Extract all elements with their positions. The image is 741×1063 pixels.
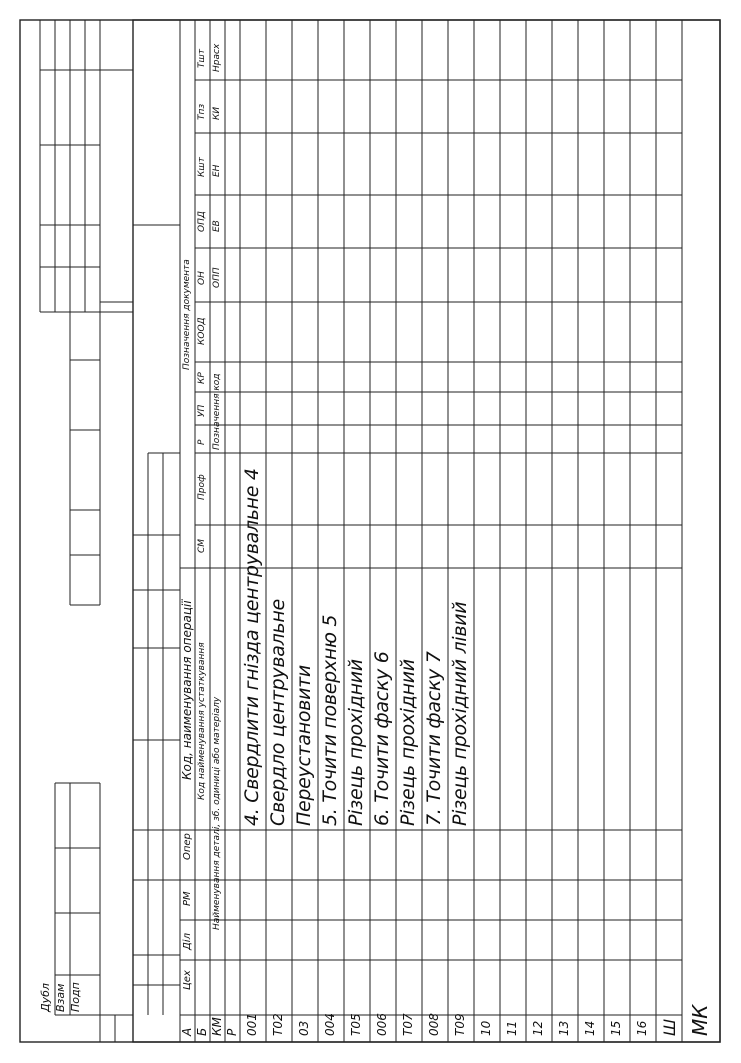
row-number: 11 <box>505 1020 519 1036</box>
entry-operation-7: 7. Точити фаску 7 <box>423 651 445 826</box>
entry-operation-4: 4. Свердлити гнізда центрувальне 4 <box>241 468 263 826</box>
header-rm: РМ <box>182 891 193 906</box>
header-r: Р <box>197 439 207 445</box>
row-number: Ш <box>660 1018 679 1036</box>
form-code-mk: МК <box>688 1004 712 1036</box>
header-up: УП <box>197 404 207 417</box>
row-number: Т02 <box>271 1013 285 1036</box>
row-number: 008 <box>427 1013 441 1036</box>
header-opp: ОПП <box>212 267 222 288</box>
header-group-doc: Позначення документа <box>182 259 192 370</box>
header-oper: Опер <box>182 833 193 860</box>
stamp-vzam: Взам <box>54 983 67 1012</box>
left-stamp-lines <box>40 20 180 1042</box>
entry-tool-centre-drill: Свердло центрувальне <box>267 599 289 826</box>
entry-tool-cutter-5: Різець прохідний <box>345 659 367 826</box>
entry-tool-cutter-6: Різець прохідний <box>397 659 419 826</box>
row-code-r: Р <box>225 1028 239 1036</box>
row-number: 10 <box>479 1020 493 1036</box>
header-tpz: Тпз <box>197 103 207 120</box>
entry-operation-5: 5. Точити поверхню 5 <box>319 614 341 826</box>
entry-tool-left-cutter: Різець прохідний лівий <box>449 601 471 826</box>
header-en: ЕН <box>212 164 222 177</box>
header-equipment: Код найменування устаткування <box>197 642 207 800</box>
header-group-code: Позначення код <box>212 373 222 450</box>
row-number: 15 <box>609 1020 623 1036</box>
row-code-km: КМ <box>210 1017 224 1036</box>
header-tseh: Цех <box>182 970 193 990</box>
header-kr: КР <box>197 372 207 384</box>
entry-reinstall: Переустановити <box>293 665 315 826</box>
header-opd: ОПД <box>197 211 207 232</box>
header-sm: СМ <box>197 538 207 553</box>
row-code-b: Б <box>195 1027 209 1036</box>
row-number: 006 <box>375 1013 389 1036</box>
row-number: 14 <box>583 1020 597 1036</box>
row-number: 03 <box>297 1020 311 1036</box>
header-ki: КИ <box>212 106 222 120</box>
header-on: ОН <box>197 271 207 285</box>
row-number: Т05 <box>349 1013 363 1036</box>
row-number: 004 <box>323 1013 337 1036</box>
title-block-lines <box>133 453 180 1015</box>
header-ev: ЕВ <box>212 220 222 232</box>
header-nrash: Нрасх <box>212 43 222 72</box>
row-number: 12 <box>531 1020 545 1036</box>
header-part-name: Найменування деталі, зб. одиниці або матеріалу <box>212 696 222 930</box>
header-tsht: Тшт <box>197 49 207 68</box>
header-kood: КООД <box>197 317 207 345</box>
header-prof: Проф <box>197 474 207 500</box>
header-operation-name: Код, наименування операції <box>180 600 194 780</box>
stamp-podp: Подп <box>69 982 82 1012</box>
row-number: Т09 <box>453 1013 467 1036</box>
header-dil: Діл <box>182 933 193 950</box>
entry-operation-6: 6. Точити фаску 6 <box>371 651 393 826</box>
row-number: 001 <box>245 1013 259 1036</box>
row-code-a: А <box>180 1027 194 1036</box>
header-ksht: Кшт <box>197 157 207 177</box>
row-number: 16 <box>635 1020 649 1036</box>
row-number: 13 <box>557 1020 571 1036</box>
row-number: Т07 <box>401 1013 415 1036</box>
stamp-dubl: Дубл <box>39 983 52 1012</box>
